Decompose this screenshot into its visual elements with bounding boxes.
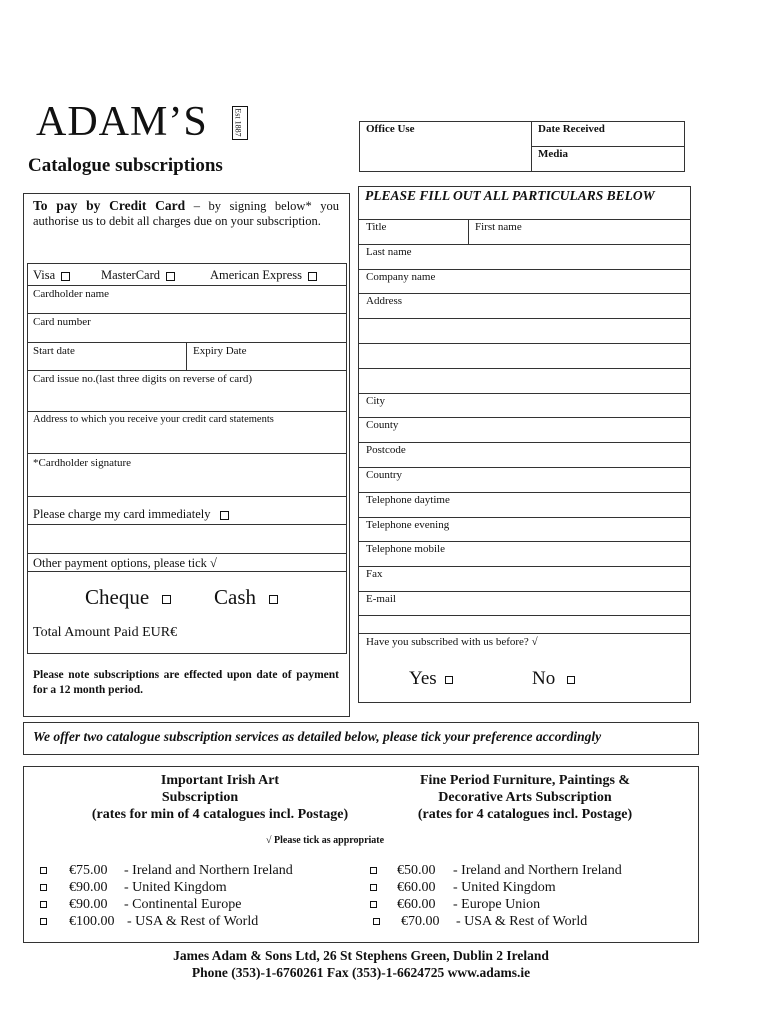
cardholder-name-field[interactable]: Cardholder name: [33, 288, 110, 300]
irish-rate-checkbox[interactable]: [40, 901, 47, 908]
credit-card-intro: [33, 198, 339, 229]
yes-checkbox[interactable]: [445, 676, 453, 684]
furniture-rate-checkbox[interactable]: [373, 918, 380, 925]
irish-heading-line3: (rates for min of 4 catalogues incl. Postage): [91, 807, 349, 822]
list-item[interactable]: €60.00 - United Kingdom: [370, 879, 380, 896]
pay-heading: To pay by Credit Card: [33, 198, 186, 213]
footer-address: James Adam & Sons Ltd, 26 St Stephens Green, Dublin 2 Ireland: [173, 948, 549, 963]
fax-field[interactable]: Fax: [366, 568, 383, 580]
postcode-field[interactable]: Postcode: [366, 444, 406, 456]
office-use-label: Office Use: [366, 123, 415, 135]
address-field[interactable]: Address: [366, 295, 403, 307]
no-checkbox[interactable]: [567, 676, 575, 684]
cheque-option[interactable]: Cheque: [85, 585, 171, 610]
amex-checkbox[interactable]: [308, 272, 317, 281]
total-amount-label: Total Amount Paid EUR€: [33, 625, 178, 640]
mastercard-checkbox[interactable]: [166, 272, 175, 281]
list-item[interactable]: €50.00 - Ireland and Northern Ireland: [370, 862, 380, 879]
furniture-heading-line1: Fine Period Furniture, Paintings &: [419, 773, 631, 788]
est-year: Est 1887: [232, 106, 248, 140]
furniture-heading-line3: (rates for 4 catalogues incl. Postage): [417, 807, 633, 822]
mastercard-option[interactable]: MasterCard: [101, 268, 175, 283]
irish-rate-checkbox[interactable]: [40, 884, 47, 891]
irish-rate-checkbox[interactable]: [40, 918, 47, 925]
offer-text: We offer two catalogue subscription services as detailed below, please tick your preference accordingly: [33, 729, 602, 744]
charge-immediately-option[interactable]: Please charge my card immediately: [33, 507, 229, 522]
list-item[interactable]: €100.00 - USA & Rest of World: [40, 913, 47, 930]
cash-checkbox[interactable]: [269, 595, 278, 604]
card-number-field[interactable]: Card number: [33, 316, 91, 328]
telephone-evening-field[interactable]: Telephone evening: [366, 519, 450, 531]
other-payment-label: Other payment options, please tick √: [33, 556, 217, 570]
email-field[interactable]: E-mail: [366, 593, 396, 605]
card-issue-field[interactable]: Card issue no.(last three digits on reverse of card): [33, 373, 253, 385]
country-field[interactable]: Country: [366, 469, 403, 481]
furniture-rate-checkbox[interactable]: [370, 901, 377, 908]
card-type-row: [33, 268, 343, 283]
furniture-rate-checkbox[interactable]: [370, 884, 377, 891]
telephone-daytime-field[interactable]: Telephone daytime: [366, 494, 450, 506]
tick-note: √ Please tick as appropriate: [266, 835, 385, 846]
city-field[interactable]: City: [366, 395, 385, 407]
county-field[interactable]: County: [366, 419, 399, 431]
logo-wordmark: ADAM’S: [36, 99, 208, 145]
visa-option[interactable]: Visa: [33, 268, 70, 282]
furniture-heading-line2: Decorative Arts Subscription: [438, 790, 612, 805]
furniture-rate-list: [370, 862, 622, 930]
title-field[interactable]: Title: [366, 221, 387, 233]
visa-checkbox[interactable]: [61, 272, 70, 281]
furniture-rate-checkbox[interactable]: [370, 867, 377, 874]
furniture-heading: [390, 772, 660, 823]
irish-rate-list: [40, 862, 293, 930]
list-item[interactable]: €60.00 - Europe Union: [370, 896, 380, 913]
charge-immediately-checkbox[interactable]: [220, 511, 229, 520]
footer-contact: Phone (353)-1-6760261 Fax (353)-1-6624725 www.adams.ie: [191, 965, 531, 980]
list-item[interactable]: €90.00 - Continental Europe: [40, 896, 47, 913]
particulars-heading: PLEASE FILL OUT ALL PARTICULARS BELOW: [365, 188, 655, 203]
subscribed-before-label: Have you subscribed with us before? √: [366, 636, 538, 648]
amex-option[interactable]: American Express: [210, 268, 317, 283]
cash-option[interactable]: Cash: [214, 585, 278, 610]
cheque-checkbox[interactable]: [162, 595, 171, 604]
telephone-mobile-field[interactable]: Telephone mobile: [366, 543, 445, 555]
list-item[interactable]: €70.00 - USA & Rest of World: [370, 913, 380, 930]
list-item[interactable]: €90.00 - United Kingdom: [40, 879, 47, 896]
media-label: Media: [538, 148, 568, 160]
subscription-note: Please note subscriptions are effected upon date of payment for a 12 month period.: [33, 669, 339, 696]
statement-address-field[interactable]: Address to which you receive your credit card statements: [33, 414, 274, 425]
particulars-panel: [358, 186, 691, 703]
no-option[interactable]: No: [532, 668, 575, 690]
expiry-date-field[interactable]: Expiry Date: [193, 345, 247, 357]
start-date-field[interactable]: Start date: [33, 345, 75, 357]
irish-art-heading: [70, 772, 370, 823]
last-name-field[interactable]: Last name: [366, 246, 412, 258]
list-item[interactable]: €75.00 - Ireland and Northern Ireland: [40, 862, 47, 879]
page-title: Catalogue subscriptions: [28, 155, 223, 176]
pay-text: – by signing below* you authorise us to debit all charges due on your subscription.: [33, 199, 339, 228]
first-name-field[interactable]: First name: [475, 221, 522, 233]
company-name-field[interactable]: Company name: [366, 271, 436, 283]
cardholder-signature-field[interactable]: *Cardholder signature: [33, 457, 132, 469]
logo: [36, 100, 236, 144]
yes-option[interactable]: Yes: [409, 668, 453, 690]
irish-heading-line1: Important Irish Art: [160, 773, 280, 788]
irish-rate-checkbox[interactable]: [40, 867, 47, 874]
date-received-label: Date Received: [538, 123, 605, 135]
irish-heading-line2: Subscription: [161, 790, 239, 805]
